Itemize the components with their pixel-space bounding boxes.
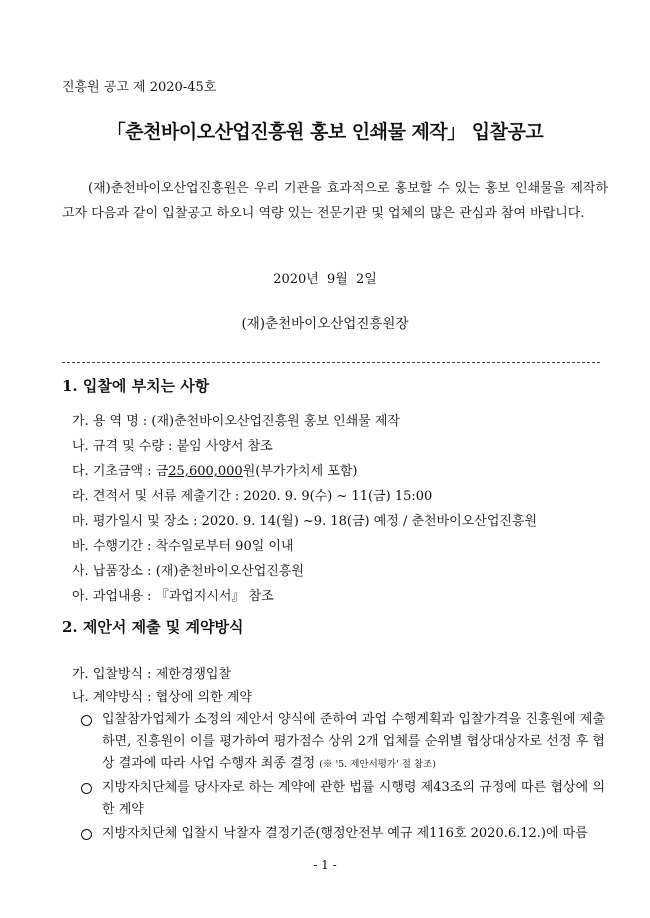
bullet-item: 지방자치단체 입찰시 낙찰자 결정기준(행정안전부 예규 제116호 2020.6.12.)에 따름 [80, 823, 605, 845]
page-number: - 1 - [313, 858, 337, 872]
section-2-title: 2. 제안서 제출 및 계약방식 [62, 618, 244, 636]
section-2-item-bid-method: 가. 입찰방식 : 제한경쟁입찰 [72, 667, 232, 682]
circle-bullet-icon [80, 709, 96, 731]
section-1-item-spec: 나. 규격 및 수량 : 붙임 사양서 참조 [72, 439, 273, 454]
section-1-item-task: 아. 과업내용 : 『과업지시서』 참조 [72, 589, 274, 604]
section-1-item-base-amount: 다. 기초금액 : 금25,600,000원(부가가치세 포함) [72, 464, 358, 479]
section-1-item-period: 바. 수행기간 : 착수일로부터 90일 이내 [72, 539, 294, 554]
section-1-title: 1. 입찰에 부치는 사항 [62, 377, 210, 395]
issuer: (재)춘천바이오산업진흥원장 [241, 316, 409, 332]
bullet-item: 입찰참가업체가 소정의 제안서 양식에 준하여 과업 수행계획과 입찰가격을 진흥원에 제출하면, 진흥원이 이를 평가하여 평가점수 상위 2개 업체를 순위별 협상대상자로 선정 후 협상 결과에 따라 사업 수행자 최종 결정 (※ '5. 제안서평가' 절 참조) [80, 709, 605, 776]
section-1-item-evaluation: 마. 평가일시 및 장소 : 2020. 9. 14(월) ~9. 18(금) 예정 / 춘천바이오산업진흥원 [72, 514, 538, 529]
document-title: 「춘천바이오산업진흥원 홍보 인쇄물 제작」 입찰공고 [106, 121, 544, 143]
circle-bullet-icon [80, 823, 96, 845]
section-divider [62, 362, 600, 363]
circle-bullet-icon [80, 777, 96, 799]
section-2-item-contract-method: 나. 계약방식 : 협상에 의한 계약 [72, 690, 252, 705]
notice-date: 2020년 9월 2일 [273, 272, 377, 287]
bullet-item: 지방자치단체를 당사자로 하는 계약에 관한 법률 시행령 제43조의 규정에 따른 협상에 의한 계약 [80, 777, 605, 821]
notice-number: 진흥원 공고 제 2020-45호 [62, 80, 217, 95]
base-amount-value: 25,600,000 [168, 464, 243, 479]
intro-paragraph: (재)춘천바이오산업진흥원은 우리 기관을 효과적으로 홍보할 수 있는 홍보 인쇄물을 제작하고자 다음과 같이 입찰공고 하오니 역량 있는 전문기관 및 업체의 많은 관심과 참여 바랍니다. [62, 181, 608, 221]
section-1-item-service-name: 가. 용 역 명 : (재)춘천바이오산업진흥원 홍보 인쇄물 제작 [72, 414, 400, 429]
section-1-item-submission-period: 라. 견적서 및 서류 제출기간 : 2020. 9. 9(수) ~ 11(금) 15:00 [72, 489, 433, 504]
section-1-item-delivery: 사. 납품장소 : (재)춘천바이오산업진흥원 [72, 564, 304, 579]
